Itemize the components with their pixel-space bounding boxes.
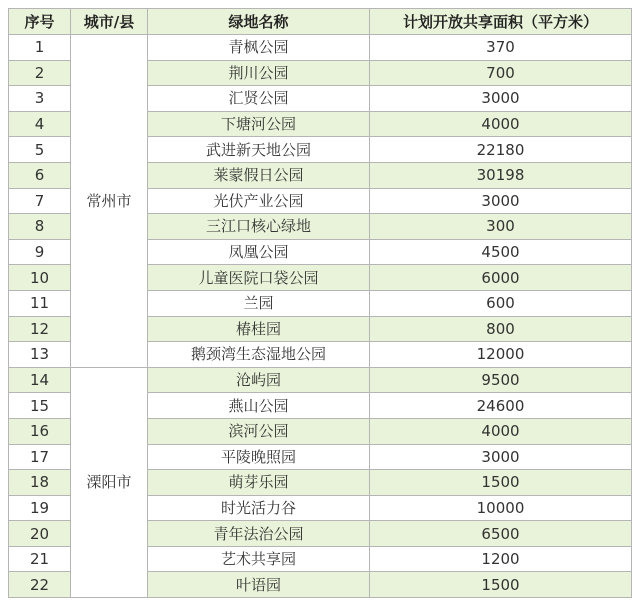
open-area-value: 300 [370, 214, 632, 240]
open-area-value: 3000 [370, 444, 632, 470]
park-name: 下塘河公园 [148, 111, 370, 137]
row-index: 1 [9, 35, 71, 61]
park-name: 兰园 [148, 290, 370, 316]
park-name: 凤凰公园 [148, 239, 370, 265]
green-space-table [8, 8, 632, 598]
park-name: 光伏产业公园 [148, 188, 370, 214]
table-header [9, 9, 632, 35]
row-index: 21 [9, 546, 71, 572]
city-cell: 溧阳市 [71, 367, 148, 597]
header-index: 序号 [9, 9, 71, 35]
park-name: 沧屿园 [148, 367, 370, 393]
open-area-value: 3000 [370, 188, 632, 214]
park-name: 叶语园 [148, 572, 370, 598]
open-area-value: 24600 [370, 393, 632, 419]
open-area-value: 4000 [370, 111, 632, 137]
header-park-name: 绿地名称 [148, 9, 370, 35]
header-open-area: 计划开放共享面积（平方米） [370, 9, 632, 35]
park-name: 椿桂园 [148, 316, 370, 342]
row-index: 18 [9, 470, 71, 496]
table-body [9, 35, 632, 598]
open-area-value: 1500 [370, 572, 632, 598]
open-area-value: 3000 [370, 86, 632, 112]
row-index: 10 [9, 265, 71, 291]
row-index: 12 [9, 316, 71, 342]
open-area-value: 600 [370, 290, 632, 316]
open-area-value: 370 [370, 35, 632, 61]
table-row [9, 35, 632, 61]
open-area-value: 800 [370, 316, 632, 342]
row-index: 9 [9, 239, 71, 265]
open-area-value: 6500 [370, 521, 632, 547]
row-index: 14 [9, 367, 71, 393]
header-row [9, 9, 632, 35]
row-index: 4 [9, 111, 71, 137]
row-index: 11 [9, 290, 71, 316]
park-name: 青年法治公园 [148, 521, 370, 547]
open-area-value: 6000 [370, 265, 632, 291]
park-name: 艺术共享园 [148, 546, 370, 572]
park-name: 时光活力谷 [148, 495, 370, 521]
row-index: 2 [9, 60, 71, 86]
park-name: 滨河公园 [148, 418, 370, 444]
row-index: 16 [9, 418, 71, 444]
open-area-value: 1500 [370, 470, 632, 496]
row-index: 8 [9, 214, 71, 240]
open-area-value: 4000 [370, 418, 632, 444]
park-name: 鹅颈湾生态湿地公园 [148, 342, 370, 368]
park-name: 莱蒙假日公园 [148, 162, 370, 188]
park-name: 荆川公园 [148, 60, 370, 86]
park-name: 武进新天地公园 [148, 137, 370, 163]
open-area-value: 4500 [370, 239, 632, 265]
row-index: 19 [9, 495, 71, 521]
header-city: 城市/县 [71, 9, 148, 35]
park-name: 萌芽乐园 [148, 470, 370, 496]
open-area-value: 12000 [370, 342, 632, 368]
open-area-value: 9500 [370, 367, 632, 393]
park-name: 三江口核心绿地 [148, 214, 370, 240]
row-index: 5 [9, 137, 71, 163]
row-index: 15 [9, 393, 71, 419]
city-cell: 常州市 [71, 35, 148, 368]
row-index: 20 [9, 521, 71, 547]
open-area-value: 1200 [370, 546, 632, 572]
table-row [9, 367, 632, 393]
park-name: 汇贤公园 [148, 86, 370, 112]
row-index: 22 [9, 572, 71, 598]
park-name: 青枫公园 [148, 35, 370, 61]
row-index: 7 [9, 188, 71, 214]
park-name: 平陵晚照园 [148, 444, 370, 470]
open-area-value: 10000 [370, 495, 632, 521]
open-area-value: 22180 [370, 137, 632, 163]
open-area-value: 30198 [370, 162, 632, 188]
park-name: 燕山公园 [148, 393, 370, 419]
row-index: 13 [9, 342, 71, 368]
row-index: 17 [9, 444, 71, 470]
park-name: 儿童医院口袋公园 [148, 265, 370, 291]
row-index: 6 [9, 162, 71, 188]
open-area-value: 700 [370, 60, 632, 86]
row-index: 3 [9, 86, 71, 112]
